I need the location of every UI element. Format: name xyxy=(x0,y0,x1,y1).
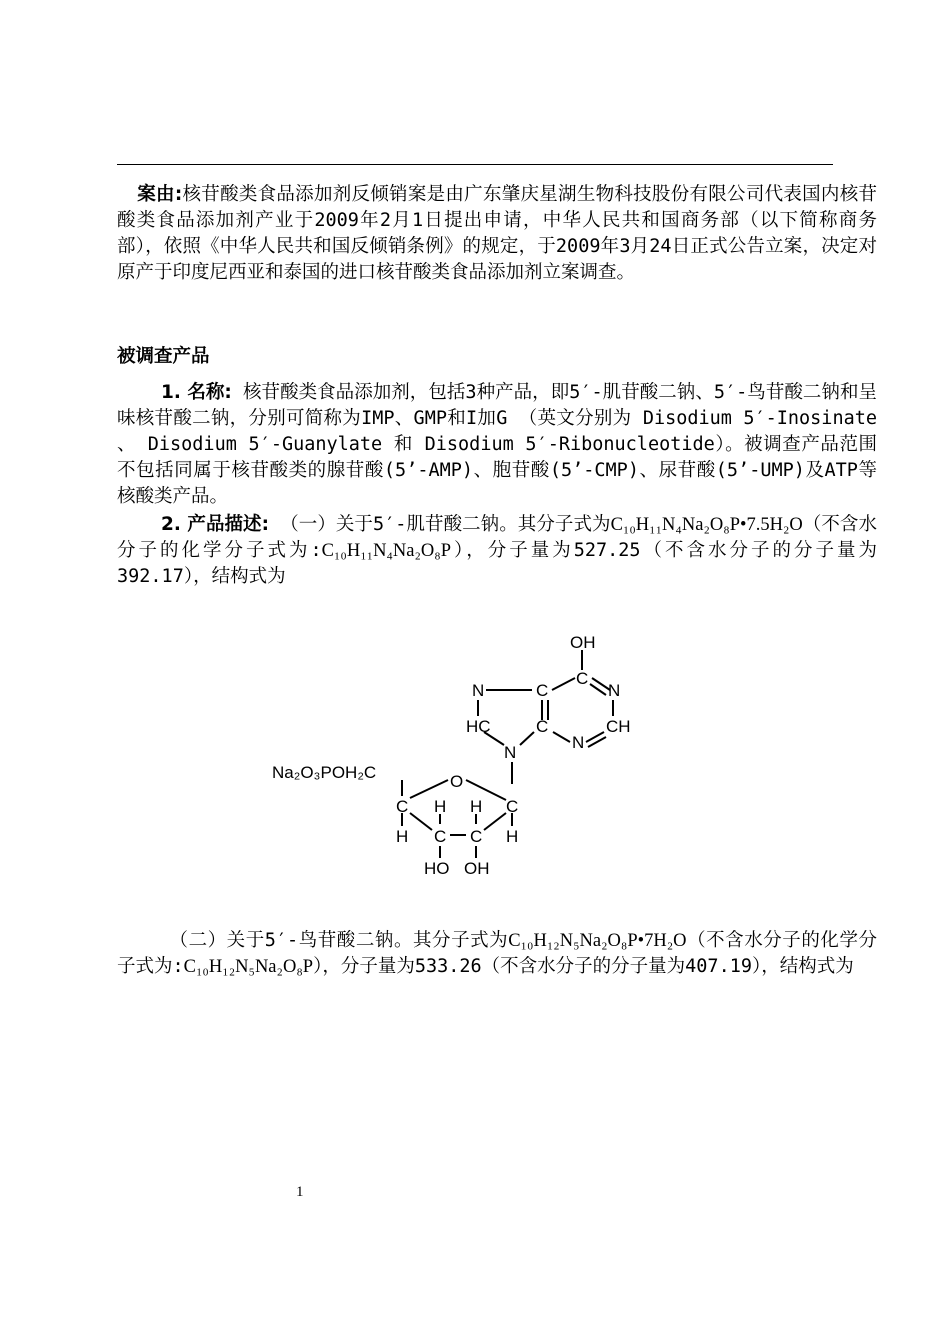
struct-n-left: N xyxy=(472,681,485,700)
item2-label: 2. 产品描述: xyxy=(161,514,270,535)
case-paragraph xyxy=(117,182,877,286)
struct-oh: OH xyxy=(464,859,490,878)
struct-sugar-left: Na₂O₃POH₂C xyxy=(272,763,377,782)
struct-c-b: C xyxy=(434,827,447,846)
case-label: 案由: xyxy=(137,184,183,205)
item1-label: 1. 名称: xyxy=(161,382,232,403)
formula-gmp-anhydrous: C₁₀H₁₂N₅Na₂O₈P xyxy=(183,957,314,977)
imp-structure-diagram xyxy=(270,620,670,885)
struct-o-ring: O xyxy=(450,772,464,791)
struct-c-a: C xyxy=(396,797,409,816)
struct-ho: HO xyxy=(424,859,450,878)
item2-part1a: （一）关于5′-肌苷酸二钠。其分子式为 xyxy=(280,514,611,535)
formula-imp-anhydrous: C₁₀H₁₁N₄Na₂O₈P xyxy=(321,541,452,561)
case-text: 核苷酸类食品添加剂反倾销案是由广东肇庆星湖生物科技股份有限公司代表国内核苷酸类食品添加剂产业于2009年2月1日提出申请，中华人民共和国商务部（以下简称商务部），依照《中华人民共和国反倾销条例》的规定，于2009年3月24日正式公告立案，决定对原产于印度尼西亚和泰国的进口核苷酸类食品添加剂立案调查。 xyxy=(117,184,877,283)
struct-h-c: H xyxy=(470,797,483,816)
struct-c1: C xyxy=(576,669,589,688)
item1-paragraph xyxy=(117,380,877,510)
part2-a: （二）关于5′-鸟苷酸二钠。其分子式为 xyxy=(169,930,509,951)
struct-c-d: C xyxy=(506,797,519,816)
part2-paragraph xyxy=(117,928,877,980)
item2-paragraph xyxy=(117,512,877,590)
formula-gmp: C₁₀H₁₂N₅Na₂O₈P•7H₂O xyxy=(508,931,687,951)
struct-hc: HC xyxy=(466,717,491,736)
struct-c-mid: C xyxy=(536,681,549,700)
formula-imp: C₁₀H₁₁N₄Na₂O₈P•7.5H₂O xyxy=(610,515,803,535)
item2-part1b: （不含水分子的化学分子式为: xyxy=(117,514,877,561)
item1-text: 核苷酸类食品添加剂，包括3种产品，即5′-肌苷酸二钠、5′-鸟苷酸二钠和呈味核苷酸二钠，分别可简称为IMP、GMP和I加G （英文分别为 Disodium 5′-Inosinate 、 Disodium 5′-Guanylate 和 Disodium 5′-Ribonucleotide）。被调查产品范围不包括同属于核苷酸类的腺苷酸(5’-AMP)、胞苷酸(5’-CMP)、尿苷酸(5’-UMP)及ATP等核酸类产品。 xyxy=(117,382,877,507)
struct-oh-top: OH xyxy=(570,633,596,652)
section-heading: 被调查产品 xyxy=(117,346,210,367)
struct-c-low: C xyxy=(536,717,549,736)
struct-h-a: H xyxy=(396,827,409,846)
struct-n-low: N xyxy=(572,733,585,752)
struct-ch: CH xyxy=(606,717,631,736)
struct-h-d: H xyxy=(506,827,519,846)
header-rule xyxy=(117,164,833,165)
part2-b: （不含水分子的化学分子式为: xyxy=(117,930,877,977)
struct-n-bottom: N xyxy=(504,743,517,762)
struct-n-right: N xyxy=(608,681,621,700)
page-number: 1 xyxy=(296,1184,304,1200)
struct-c-c: C xyxy=(470,827,483,846)
struct-h-b: H xyxy=(434,797,447,816)
part2-c: ），分子量为533.26（不含水分子的分子量为407.19），结构式为 xyxy=(313,956,854,977)
item2-part1c: ），分子量为527.25（不含水分子的分子量为392.17），结构式为 xyxy=(117,540,877,587)
